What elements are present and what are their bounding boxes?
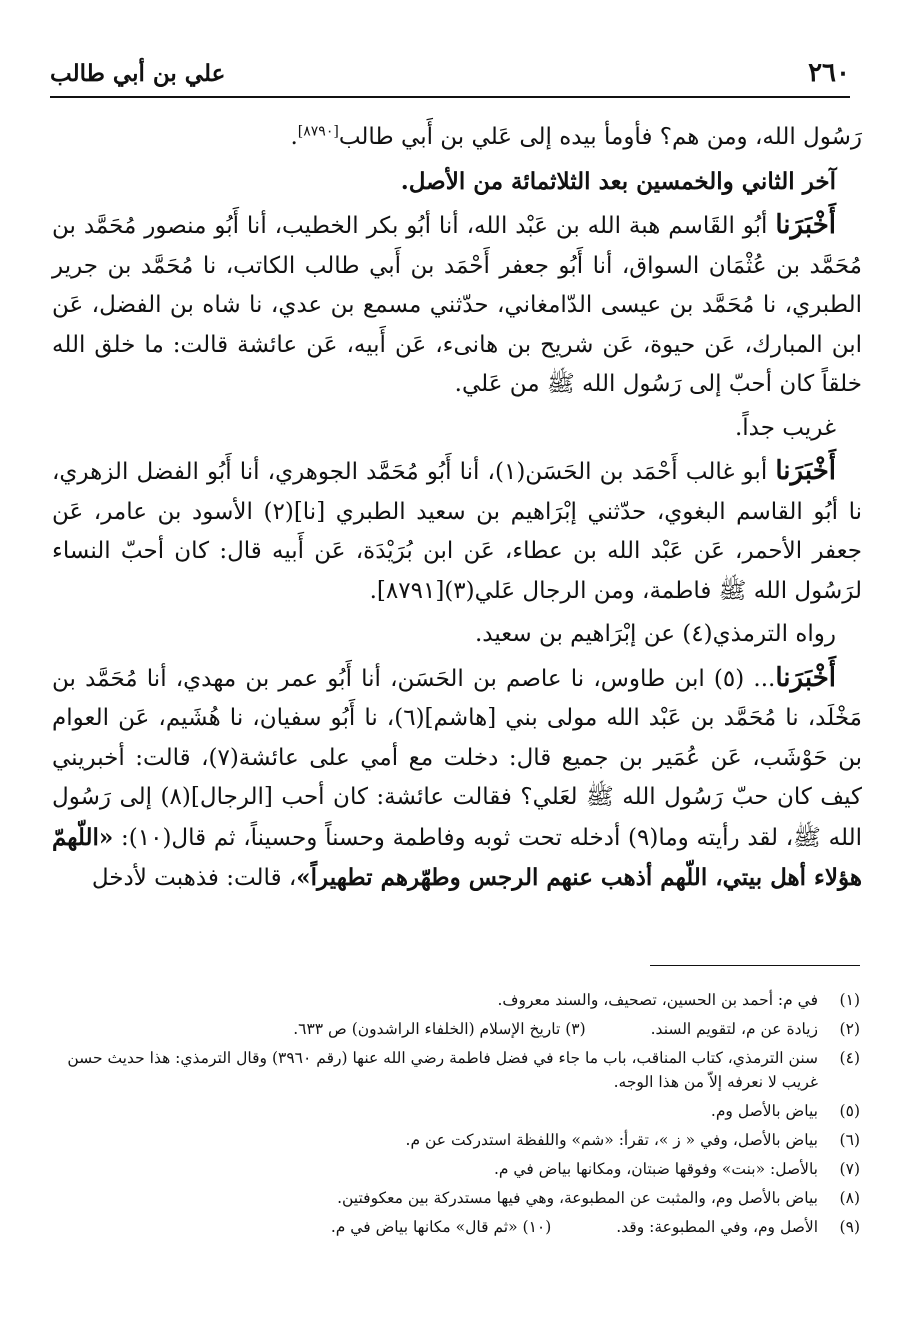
- paragraph-7: [52, 659, 862, 899]
- footnote-number: (٦): [839, 1131, 860, 1149]
- paragraph-text: أبو غالب أَحْمَد بن الحَسَن(١)، أنا أَبُو مُحَمَّد الجوهري، أنا أَبُو الفضل الزهري، نا أبُو القاسم البغوي، حدّثني إبْرَاهيم بن سعيد الطبري [نا](٢) الأسود بن عامر، عَن جعفر الأحمر، عَن عَبْد الله بن عطاء، عَن ابن بُرَيْدَة، عَن أَبيه قال: كان أحبّ النساء لرَسُول الله ﷺ فاطمة، ومن الرجال عَلي(٣)[٨٧٩١].: [52, 459, 863, 604]
- footnote-number: (٨): [839, 1189, 860, 1207]
- footnote-text: سنن الترمذي، كتاب المناقب، باب ما جاء في فضل فاطمة رضي الله عنها (رقم ٣٩٦٠) وقال الترمذي: هذا حديث حسن غريب لا نعرفه إلاّ من هذا الوجه.: [67, 1049, 818, 1091]
- footnote-number: (٤): [839, 1049, 860, 1067]
- footnote: [60, 1099, 860, 1123]
- paragraph-1: [52, 118, 862, 158]
- paragraph-4: [52, 409, 862, 449]
- footnote: [60, 1157, 860, 1181]
- footnote-number: (٢): [839, 1020, 860, 1038]
- page-number: ٢٦٠: [808, 58, 850, 88]
- akhbarana-keyword: أَخْبَرَنا: [775, 662, 836, 693]
- section-note: آخر الثاني والخمسين بعد الثلاثمائة من الأصل.: [400, 167, 836, 195]
- footnotes: [60, 988, 860, 1244]
- paragraph-2: [52, 162, 862, 203]
- footnote-number: (١٠): [522, 1218, 552, 1236]
- footnote: [60, 1128, 860, 1152]
- footnote: [60, 988, 860, 1012]
- footnote-text: الأصل وم، وفي المطبوعة: وقد.: [616, 1218, 818, 1236]
- footnote-separator: [650, 965, 860, 966]
- paragraph-text: ... (٥) ابن طاوس، نا عاصم بن الحَسَن، أنا أَبُو عمر بن مهدي، أنا مُحَمَّد بن مَخْلَد، نا مُحَمَّد بن عَبْد الله مولى بني [هاشم](٦)، نا أَبُو سفيان، نا هُشَيم، عَن العوام بن حَوْشَب، عَن عُمَير بن جميع قال: دخلت مع أمي على عائشة(٧)، قالت: أخبريني كيف كان حبّ رَسُول الله ﷺ لعَلي؟ فقالت عائشة: كان أحب [الرجال](٨) إلى رَسُول الله ﷺ، لقد رأيته وما(٩) أدخله تحت ثوبه وفاطمة وحسناً وحسيناً، ثم قال(١٠):: [52, 665, 862, 851]
- paragraph-3: [52, 206, 862, 405]
- prayer-quote: «اللّهمّ هؤلاء أهل بيتي، اللّهم أذهب عنهم الرجس وطهّرهم تطهيراً»: [52, 823, 862, 891]
- footnote-number: (١): [839, 991, 860, 1009]
- paragraph-text: أبُو القَاسم هبة الله بن عَبْد الله، أنا أبُو بكر الخطيب، أنا أَبُو منصور مُحَمَّد بن مُحَمَّد بن عُثْمَان السواق، أنا أَبُو جعفر أَحْمَد بن أَبي طالب الكاتب، نا مُحَمَّد بن جرير الطبري، نا مُحَمَّد بن عيسى الدّامغاني، حدّثني مسمع بن عدي، نا شاه بن الفضل، عَن ابن المبارك، عَن حيوة، عَن شريح بن هانىء، عَن أَبيه، عَن عائشة قالت: ما خلق الله خلقاً كان أحبّ إلى رَسُول الله ﷺ من عَلي.: [52, 213, 862, 397]
- footnote-text: تاريخ الإسلام (الخلفاء الراشدون) ص ٦٣٣.: [293, 1020, 561, 1038]
- footnote-number: (٣): [565, 1020, 586, 1038]
- paragraph-text: رواه الترمذي(٤) عن إبْرَاهيم بن سعيد.: [474, 621, 836, 647]
- footnote-text: بياض بالأصل وم، والمثبت عن المطبوعة، وهي فيها مستدركة بين معكوفتين.: [337, 1189, 818, 1207]
- footnote-text-group: [60, 1017, 818, 1041]
- footnote: [60, 1046, 860, 1094]
- footnote: [60, 1017, 860, 1041]
- footnote-number: (٩): [839, 1218, 860, 1236]
- footnote-text: بياض بالأصل، وفي « ز »، تقرأ: «شم» واللفظة استدركت عن م.: [405, 1131, 818, 1149]
- paragraph-tail: .: [290, 124, 298, 150]
- akhbarana-keyword: أَخْبَرَنا: [775, 456, 837, 486]
- paragraph-5: [52, 452, 862, 611]
- paragraph-tail: ، قالت: فذهبت لأدخل: [91, 865, 297, 891]
- footnote-text: في م: أحمد بن الحسين، تصحيف، والسند معروف.: [497, 991, 818, 1009]
- hadith-number: [٨٧٩٠]: [297, 123, 339, 140]
- paragraph-text: رَسُول الله، ومن هم؟ فأومأ بيده إلى عَلي بن أَبي طالب: [338, 124, 862, 150]
- footnote-number: (٧): [839, 1160, 860, 1178]
- footnote-text-group: [60, 1215, 818, 1239]
- footnote: [60, 1186, 860, 1210]
- paragraph-text: غريب جداً.: [734, 414, 836, 441]
- paragraph-6: [52, 615, 862, 655]
- footnote-number: (٥): [839, 1102, 860, 1120]
- footnote-text: «ثم قال» مكانها بياض في م.: [330, 1218, 518, 1236]
- main-text: [52, 118, 862, 903]
- footnote-text: بالأصل: «بنت» وفوقها ضبتان، ومكانها بياض في م.: [493, 1160, 818, 1178]
- akhbarana-keyword: أَخْبَرَنا: [775, 210, 836, 240]
- footnote-text: بياض بالأصل وم.: [710, 1102, 818, 1120]
- running-header: [50, 58, 850, 98]
- footnote-text: زيادة عن م، لتقويم السند.: [650, 1020, 818, 1038]
- running-title: علي بن أبي طالب: [50, 60, 226, 87]
- footnote: [60, 1215, 860, 1239]
